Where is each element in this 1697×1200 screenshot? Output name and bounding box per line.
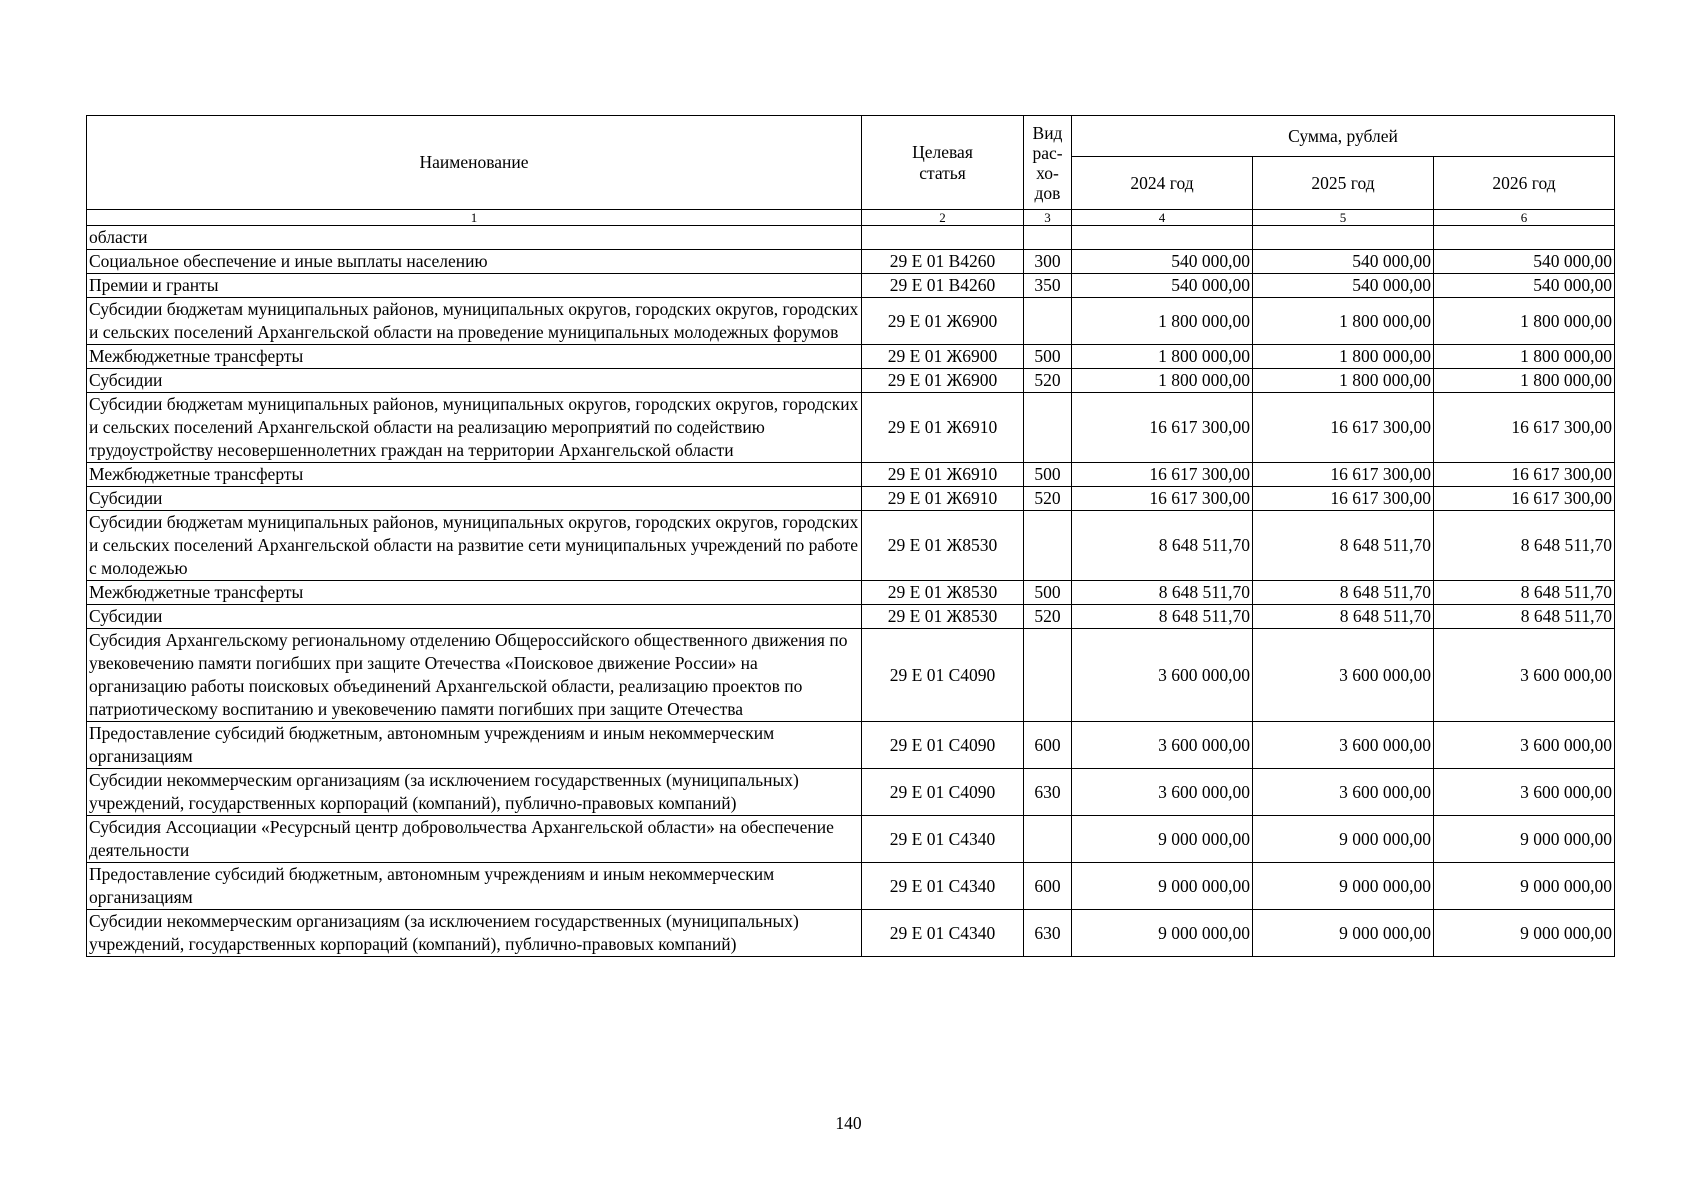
row-sum-2025: 16 617 300,00 xyxy=(1253,487,1434,511)
row-target-article: 29 Е 01 С4090 xyxy=(862,769,1024,816)
table-row xyxy=(87,274,1615,298)
row-target-article: 29 Е 01 Ж8530 xyxy=(862,605,1024,629)
table-row xyxy=(87,511,1615,581)
row-sum-2024: 3 600 000,00 xyxy=(1072,629,1253,722)
row-expense-kind: 500 xyxy=(1024,581,1072,605)
row-sum-2024: 16 617 300,00 xyxy=(1072,463,1253,487)
row-name: Субсидии некоммерческим организациям (за исключением государственных (муниципальных) учреждений, государственных корпораций (компаний), публично-правовых компаний) xyxy=(87,769,862,816)
table-row xyxy=(87,816,1615,863)
row-sum-2025: 3 600 000,00 xyxy=(1253,629,1434,722)
header-year-2026: 2026 год xyxy=(1434,157,1615,210)
row-sum-2026: 1 800 000,00 xyxy=(1434,369,1615,393)
row-name: Субсидия Ассоциации «Ресурсный центр добровольчества Архангельской области» на обеспечение деятельности xyxy=(87,816,862,863)
row-sum-2024: 9 000 000,00 xyxy=(1072,816,1253,863)
row-sum-2025: 8 648 511,70 xyxy=(1253,581,1434,605)
row-sum-2025: 8 648 511,70 xyxy=(1253,511,1434,581)
row-expense-kind xyxy=(1024,393,1072,463)
row-target-article: 29 Е 01 С4090 xyxy=(862,722,1024,769)
row-target-article: 29 Е 01 С4090 xyxy=(862,629,1024,722)
table-row xyxy=(87,487,1615,511)
header-target-article xyxy=(862,116,1024,210)
row-sum-2024: 16 617 300,00 xyxy=(1072,393,1253,463)
row-sum-2026: 9 000 000,00 xyxy=(1434,863,1615,910)
table-body xyxy=(87,226,1615,957)
table-row xyxy=(87,605,1615,629)
table-row xyxy=(87,629,1615,722)
row-sum-2026: 540 000,00 xyxy=(1434,250,1615,274)
row-sum-2024: 8 648 511,70 xyxy=(1072,581,1253,605)
row-name: Субсидия Архангельскому региональному отделению Общероссийского общественного движения по увековечению памяти погибших при защите Отечества «Поисковое движение России» на организацию работы поисковых объединений Архангельской области, реализацию проектов по патриотическому воспитанию и увековечению памяти погибших при защите Отечества xyxy=(87,629,862,722)
row-name: Субсидии бюджетам муниципальных районов, муниципальных округов, городских округов, городских и сельских поселений Архангельской области на реализацию мероприятий по содействию трудоустройству несовершеннолетних граждан на территории Архангельской области xyxy=(87,393,862,463)
row-sum-2025: 3 600 000,00 xyxy=(1253,769,1434,816)
table-row xyxy=(87,581,1615,605)
row-expense-kind: 520 xyxy=(1024,605,1072,629)
row-sum-2026: 16 617 300,00 xyxy=(1434,463,1615,487)
row-sum-2026: 9 000 000,00 xyxy=(1434,910,1615,957)
row-target-article: 29 Е 01 Ж6900 xyxy=(862,369,1024,393)
row-expense-kind: 500 xyxy=(1024,345,1072,369)
table-row xyxy=(87,463,1615,487)
table-row xyxy=(87,345,1615,369)
row-sum-2026: 3 600 000,00 xyxy=(1434,722,1615,769)
row-target-article: 29 Е 01 Ж6910 xyxy=(862,463,1024,487)
row-sum-2024: 9 000 000,00 xyxy=(1072,863,1253,910)
row-sum-2026: 3 600 000,00 xyxy=(1434,629,1615,722)
table-row xyxy=(87,722,1615,769)
row-expense-kind: 300 xyxy=(1024,250,1072,274)
row-sum-2024: 8 648 511,70 xyxy=(1072,605,1253,629)
row-sum-2025: 16 617 300,00 xyxy=(1253,393,1434,463)
row-sum-2025 xyxy=(1253,226,1434,250)
header-name: Наименование xyxy=(87,116,862,210)
row-name: Предоставление субсидий бюджетным, автономным учреждениям и иным некоммерческим организациям xyxy=(87,722,862,769)
row-target-article: 29 Е 01 Ж8530 xyxy=(862,511,1024,581)
column-number: 3 xyxy=(1024,210,1072,226)
row-sum-2026: 1 800 000,00 xyxy=(1434,345,1615,369)
row-target-article: 29 Е 01 Ж8530 xyxy=(862,581,1024,605)
row-sum-2025: 540 000,00 xyxy=(1253,274,1434,298)
row-expense-kind: 500 xyxy=(1024,463,1072,487)
row-expense-kind: 520 xyxy=(1024,369,1072,393)
row-sum-2026: 540 000,00 xyxy=(1434,274,1615,298)
row-target-article: 29 Е 01 С4340 xyxy=(862,863,1024,910)
table-row xyxy=(87,910,1615,957)
row-expense-kind: 600 xyxy=(1024,722,1072,769)
row-target-article: 29 Е 01 Ж6910 xyxy=(862,487,1024,511)
row-expense-kind xyxy=(1024,226,1072,250)
row-expense-kind: 600 xyxy=(1024,863,1072,910)
row-target-article: 29 Е 01 В4260 xyxy=(862,250,1024,274)
row-sum-2026: 3 600 000,00 xyxy=(1434,769,1615,816)
column-number-row xyxy=(87,210,1615,226)
row-target-article: 29 Е 01 С4340 xyxy=(862,910,1024,957)
row-sum-2025: 9 000 000,00 xyxy=(1253,910,1434,957)
row-sum-2024: 16 617 300,00 xyxy=(1072,487,1253,511)
row-sum-2025: 3 600 000,00 xyxy=(1253,722,1434,769)
row-name: Субсидии xyxy=(87,487,862,511)
row-target-article: 29 Е 01 Ж6900 xyxy=(862,345,1024,369)
header-target-text: Целевая статья xyxy=(912,141,973,183)
table-row xyxy=(87,769,1615,816)
header-expense-kind xyxy=(1024,116,1072,210)
column-number: 4 xyxy=(1072,210,1253,226)
table-row xyxy=(87,250,1615,274)
row-expense-kind: 520 xyxy=(1024,487,1072,511)
row-target-article xyxy=(862,226,1024,250)
row-target-article: 29 Е 01 Ж6910 xyxy=(862,393,1024,463)
row-expense-kind xyxy=(1024,816,1072,863)
table-row xyxy=(87,369,1615,393)
column-number: 6 xyxy=(1434,210,1615,226)
column-number: 2 xyxy=(862,210,1024,226)
row-sum-2025: 1 800 000,00 xyxy=(1253,345,1434,369)
table-row xyxy=(87,393,1615,463)
row-sum-2024: 8 648 511,70 xyxy=(1072,511,1253,581)
row-name: Социальное обеспечение и иные выплаты населению xyxy=(87,250,862,274)
table-row xyxy=(87,298,1615,345)
row-name: Субсидии xyxy=(87,369,862,393)
row-name: области xyxy=(87,226,862,250)
row-sum-2026: 8 648 511,70 xyxy=(1434,581,1615,605)
row-name: Субсидии некоммерческим организациям (за исключением государственных (муниципальных) учреждений, государственных корпораций (компаний), публично-правовых компаний) xyxy=(87,910,862,957)
row-target-article: 29 Е 01 Ж6900 xyxy=(862,298,1024,345)
row-sum-2026: 9 000 000,00 xyxy=(1434,816,1615,863)
row-sum-2024: 1 800 000,00 xyxy=(1072,298,1253,345)
row-sum-2026: 16 617 300,00 xyxy=(1434,487,1615,511)
row-target-article: 29 Е 01 С4340 xyxy=(862,816,1024,863)
row-sum-2024: 9 000 000,00 xyxy=(1072,910,1253,957)
row-expense-kind xyxy=(1024,511,1072,581)
budget-table xyxy=(86,115,1615,957)
row-name: Премии и гранты xyxy=(87,274,862,298)
row-sum-2026: 8 648 511,70 xyxy=(1434,511,1615,581)
row-sum-2024: 540 000,00 xyxy=(1072,250,1253,274)
row-name: Субсидии бюджетам муниципальных районов, муниципальных округов, городских округов, городских и сельских поселений Архангельской области на проведение муниципальных молодежных форумов xyxy=(87,298,862,345)
row-sum-2024: 3 600 000,00 xyxy=(1072,722,1253,769)
table-row xyxy=(87,863,1615,910)
header-sum: Сумма, рублей xyxy=(1072,116,1615,157)
row-sum-2024: 1 800 000,00 xyxy=(1072,345,1253,369)
row-name: Межбюджетные трансферты xyxy=(87,345,862,369)
column-number: 1 xyxy=(87,210,862,226)
row-name: Предоставление субсидий бюджетным, автономным учреждениям и иным некоммерческим организациям xyxy=(87,863,862,910)
header-year-2024: 2024 год xyxy=(1072,157,1253,210)
row-expense-kind: 630 xyxy=(1024,910,1072,957)
row-name: Межбюджетные трансферты xyxy=(87,463,862,487)
row-sum-2026 xyxy=(1434,226,1615,250)
row-sum-2024: 3 600 000,00 xyxy=(1072,769,1253,816)
row-sum-2026: 1 800 000,00 xyxy=(1434,298,1615,345)
row-sum-2025: 9 000 000,00 xyxy=(1253,863,1434,910)
row-sum-2025: 1 800 000,00 xyxy=(1253,298,1434,345)
row-expense-kind xyxy=(1024,629,1072,722)
row-expense-kind xyxy=(1024,298,1072,345)
row-name: Межбюджетные трансферты xyxy=(87,581,862,605)
row-expense-kind: 350 xyxy=(1024,274,1072,298)
row-sum-2025: 540 000,00 xyxy=(1253,250,1434,274)
column-number: 5 xyxy=(1253,210,1434,226)
row-sum-2025: 8 648 511,70 xyxy=(1253,605,1434,629)
row-name: Субсидии xyxy=(87,605,862,629)
row-sum-2026: 16 617 300,00 xyxy=(1434,393,1615,463)
row-sum-2024: 540 000,00 xyxy=(1072,274,1253,298)
row-name: Субсидии бюджетам муниципальных районов, муниципальных округов, городских округов, городских и сельских поселений Архангельской области на развитие сети муниципальных учреждений по работе с молодежью xyxy=(87,511,862,581)
table-row xyxy=(87,226,1615,250)
row-sum-2024: 1 800 000,00 xyxy=(1072,369,1253,393)
row-sum-2026: 8 648 511,70 xyxy=(1434,605,1615,629)
row-expense-kind: 630 xyxy=(1024,769,1072,816)
header-kind-text: Вид рас-хо-дов xyxy=(1032,122,1063,203)
header-year-2025: 2025 год xyxy=(1253,157,1434,210)
row-sum-2024 xyxy=(1072,226,1253,250)
row-sum-2025: 1 800 000,00 xyxy=(1253,369,1434,393)
row-target-article: 29 Е 01 В4260 xyxy=(862,274,1024,298)
page-number: 140 xyxy=(835,1113,862,1133)
row-sum-2025: 9 000 000,00 xyxy=(1253,816,1434,863)
row-sum-2025: 16 617 300,00 xyxy=(1253,463,1434,487)
